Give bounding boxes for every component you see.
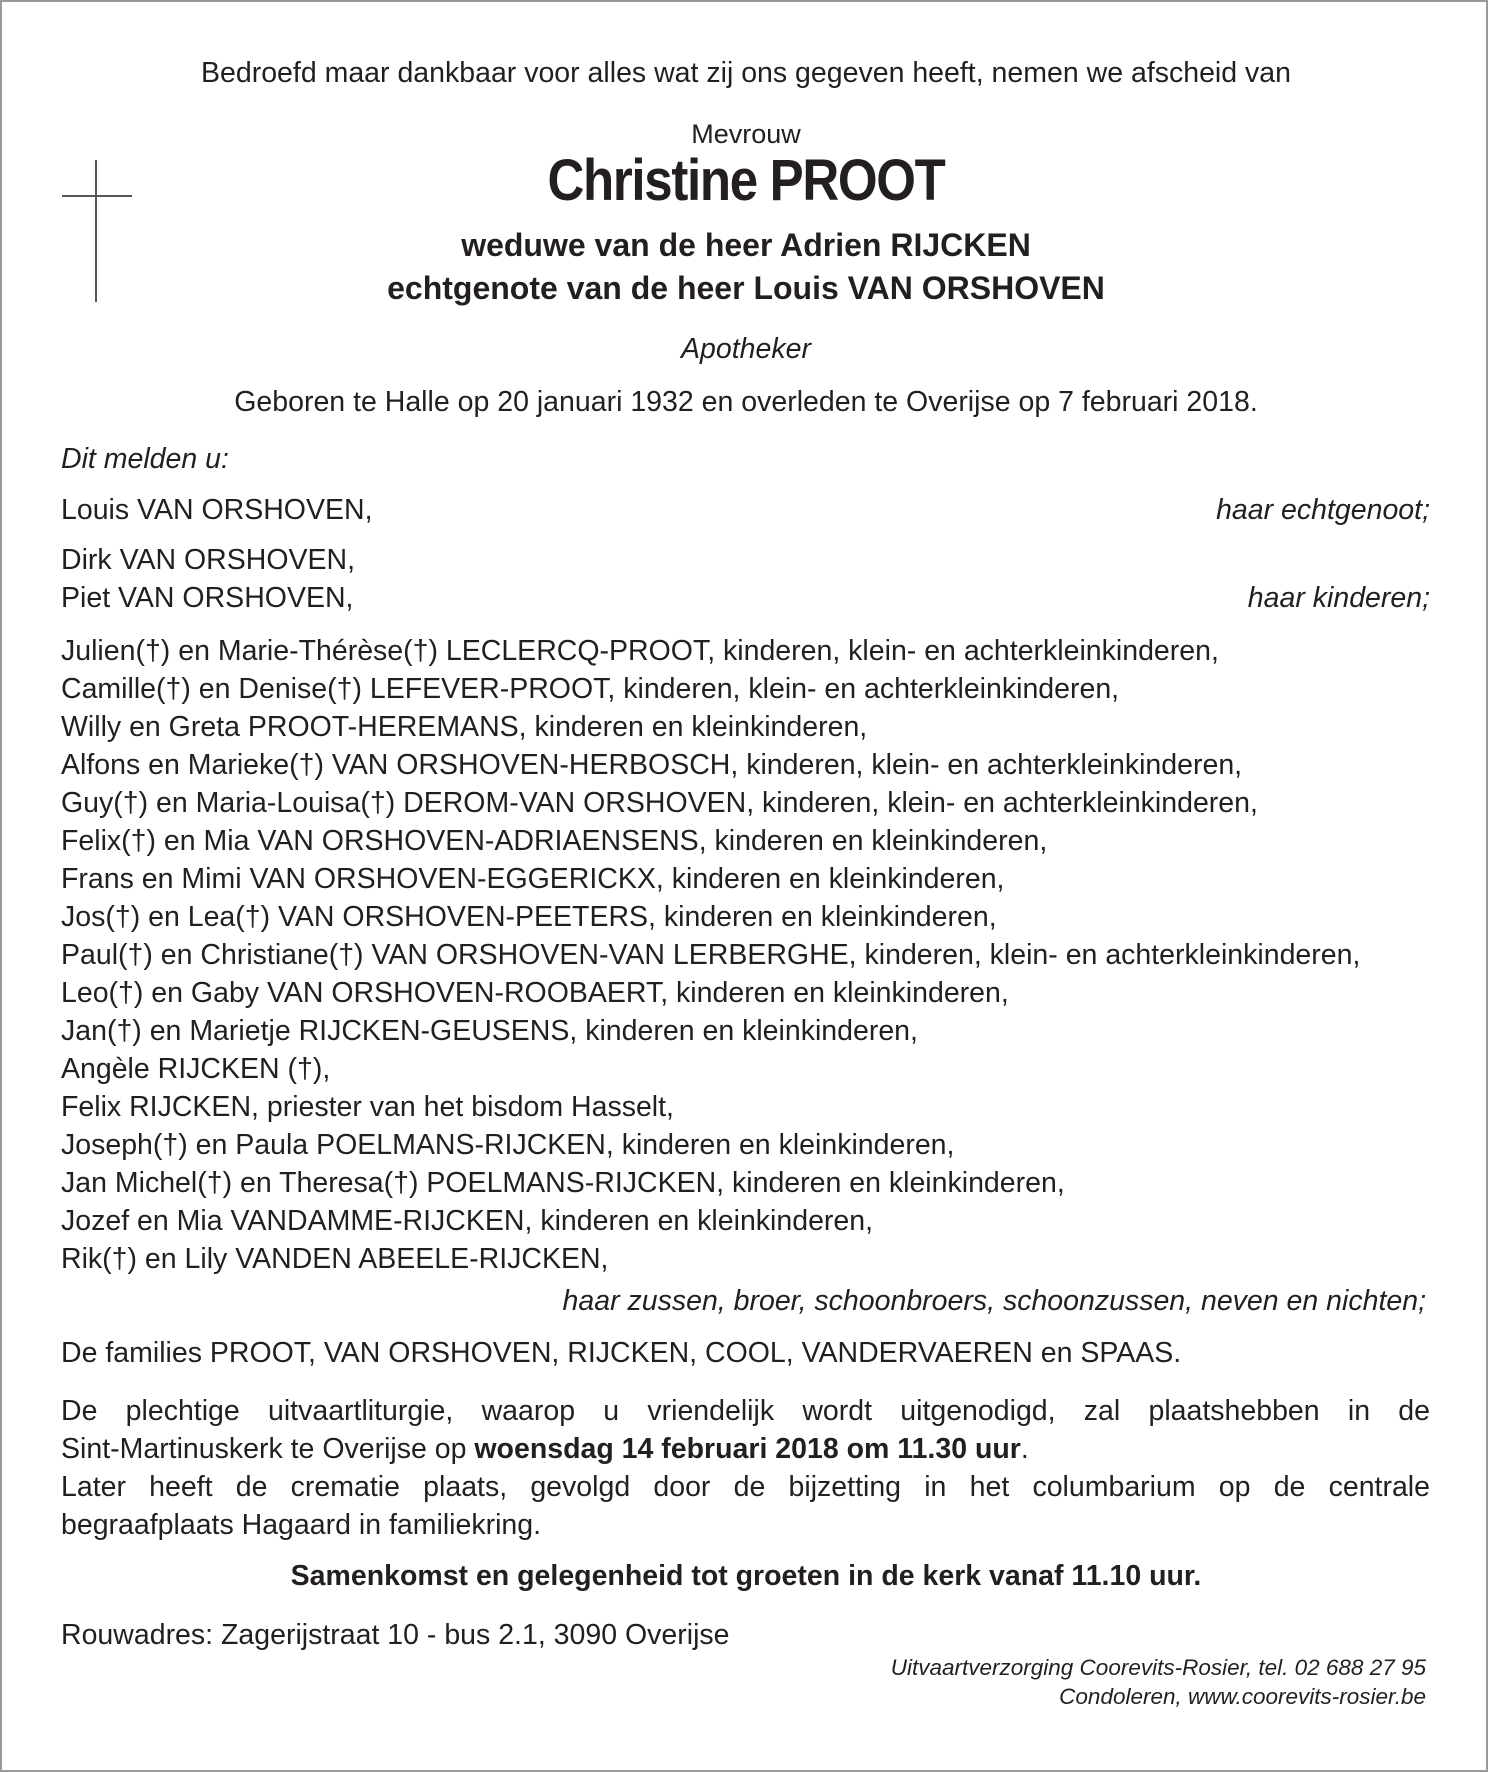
- meeting-info: Samenkomst en gelegenheid tot groeten in de kerk vanaf 11.10 uur.: [290, 1560, 1202, 1592]
- address: Rouwadres: Zagerijstraat 10 - bus 2.1, 3090 Overijse: [61, 1619, 730, 1651]
- ceremony-date-line: Sint-Martinuskerk te Overijse op woensdag 14 februari 2018 om 11.30 uur.: [61, 1433, 1029, 1465]
- husband-relation: haar echtgenoot;: [1216, 494, 1430, 526]
- family-relation: haar zussen, broer, schoonbroers, schoonzussen, neven en nichten;: [562, 1285, 1426, 1317]
- family-line: Willy en Greta PROOT-HEREMANS, kinderen en kleinkinderen,: [61, 711, 868, 743]
- family-line: Felix(†) en Mia VAN ORSHOVEN-ADRIAENSENS, kinderen en kleinkinderen,: [61, 825, 1048, 857]
- announce-label: Dit melden u:: [61, 443, 229, 475]
- ceremony-line: Later heeft de crematie plaats, gevolgd door de bijzetting in het columbarium op de centrale: [61, 1471, 1430, 1503]
- family-line: Alfons en Marieke(†) VAN ORSHOVEN-HERBOSCH, kinderen, klein- en achterkleinkinderen,: [61, 749, 1243, 781]
- ceremony-paragraph: [61, 1392, 1430, 1544]
- family-line: Paul(†) en Christiane(†) VAN ORSHOVEN-VAN LERBERGHE, kinderen, klein- en achterkleinkinderen,: [61, 939, 1361, 971]
- families-line: De families PROOT, VAN ORSHOVEN, RIJCKEN, COOL, VANDERVAEREN en SPAAS.: [61, 1337, 1182, 1369]
- children-relation: haar kinderen;: [1247, 582, 1430, 614]
- husband-name: Louis VAN ORSHOVEN,: [61, 494, 373, 526]
- birth-death: Geboren te Halle op 20 januari 1932 en overleden te Overijse op 7 februari 2018.: [234, 386, 1258, 418]
- family-line: Leo(†) en Gaby VAN ORSHOVEN-ROOBAERT, kinderen en kleinkinderen,: [61, 977, 1009, 1009]
- ceremony-date: woensdag 14 februari 2018 om 11.30 uur: [474, 1433, 1021, 1465]
- honorific: Mevrouw: [691, 119, 801, 149]
- family-line: Rik(†) en Lily VANDEN ABEELE-RIJCKEN,: [61, 1243, 609, 1275]
- intro-text: Bedroefd maar dankbaar voor alles wat zij ons gegeven heeft, nemen we afscheid van: [201, 57, 1291, 89]
- family-line: Guy(†) en Maria-Louisa(†) DEROM-VAN ORSHOVEN, kinderen, klein- en achterkleinkinderen,: [61, 787, 1258, 819]
- ceremony-line: De plechtige uitvaartliturgie, waarop u vriendelijk wordt uitgenodigd, zal plaatshebben in de: [61, 1395, 1430, 1427]
- family-line: Felix RIJCKEN, priester van het bisdom Hasselt,: [61, 1091, 674, 1123]
- family-line: Angèle RIJCKEN (†),: [61, 1053, 331, 1085]
- family-line: Julien(†) en Marie-Thérèse(†) LECLERCQ-PROOT, kinderen, klein- en achterkleinkinderen,: [61, 635, 1219, 667]
- family-line: Jozef en Mia VANDAMME-RIJCKEN, kinderen en kleinkinderen,: [61, 1205, 874, 1237]
- family-line: Frans en Mimi VAN ORSHOVEN-EGGERICKX, kinderen en kleinkinderen,: [61, 863, 1005, 895]
- family-line: Camille(†) en Denise(†) LEFEVER-PROOT, kinderen, klein- en achterkleinkinderen,: [61, 673, 1120, 705]
- family-line: Jan Michel(†) en Theresa(†) POELMANS-RIJCKEN, kinderen en kleinkinderen,: [61, 1167, 1065, 1199]
- child-name: Piet VAN ORSHOVEN,: [61, 582, 354, 614]
- spouse-of: echtgenote van de heer Louis VAN ORSHOVEN: [387, 270, 1105, 306]
- ceremony-line: begraafplaats Hagaard in familiekring.: [61, 1509, 542, 1541]
- condolences: Condoleren, www.coorevits-rosier.be: [1059, 1684, 1426, 1709]
- child-name: Dirk VAN ORSHOVEN,: [61, 544, 356, 576]
- profession: Apotheker: [681, 333, 811, 365]
- widow-of: weduwe van de heer Adrien RIJCKEN: [461, 227, 1031, 263]
- family-line: Jan(†) en Marietje RIJCKEN-GEUSENS, kinderen en kleinkinderen,: [61, 1015, 918, 1047]
- undertaker: Uitvaartverzorging Coorevits-Rosier, tel. 02 688 27 95: [890, 1655, 1426, 1680]
- family-line: Joseph(†) en Paula POELMANS-RIJCKEN, kinderen en kleinkinderen,: [61, 1129, 955, 1161]
- family-line: Jos(†) en Lea(†) VAN ORSHOVEN-PEETERS, kinderen en kleinkinderen,: [61, 901, 997, 933]
- deceased-name: Christine PROOT: [547, 148, 945, 213]
